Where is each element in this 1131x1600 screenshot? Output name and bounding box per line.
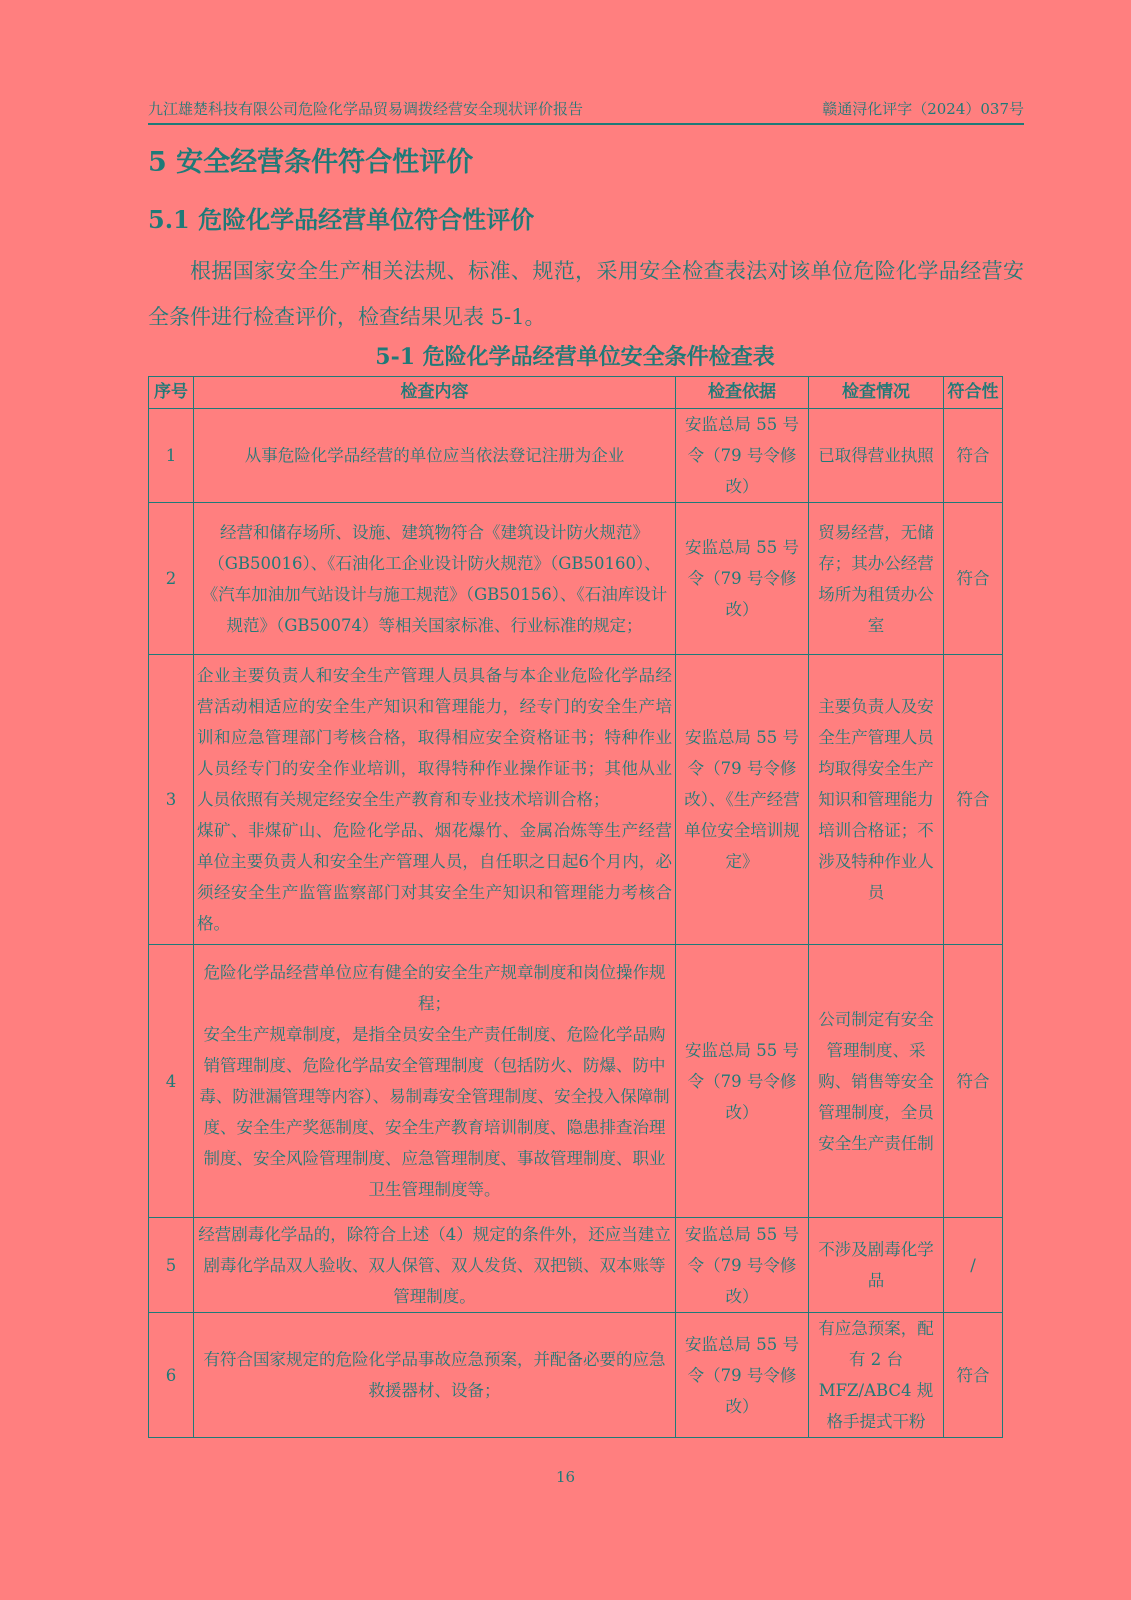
row-no: 3 (149, 655, 194, 945)
intro-paragraph: 根据国家安全生产相关法规、标准、规范，采用安全检查表法对该单位危险化学品经营安全条件进行检查评价，检查结果见表 5-1。 (148, 259, 1024, 329)
row-content-part1: 企业主要负责人和安全生产管理人员具备与本企业危险化学品经营活动相适应的安全生产知识和管理能力，经专门的安全生产培训和应急管理部门考核合格，取得相应安全资格证书；特种作业人员经专门的安全作业培训，取得特种作业操作证书；其他从业人员依照有关规定经安全生产教育和专业技术培训合格； (197, 666, 672, 809)
row-basis: 安监总局 55 号令（79 号令修改） (676, 1313, 809, 1438)
row-content: 经营剧毒化学品的，除符合上述（4）规定的条件外，还应当建立剧毒化学品双人验收、双人保管、双人发货、双把锁、双本账等管理制度。 (194, 1218, 676, 1313)
row-status: 主要负责人及安全生产管理人员均取得安全生产知识和管理能力培训合格证；不涉及特种作业人员 (809, 655, 944, 945)
row-no: 5 (149, 1218, 194, 1313)
row-status: 不涉及剧毒化学品 (809, 1218, 944, 1313)
running-header (148, 98, 1024, 119)
table-row (149, 409, 1003, 503)
row-no: 1 (149, 409, 194, 503)
table-row (149, 1218, 1003, 1313)
inspection-table (148, 376, 1003, 1438)
row-content (194, 655, 676, 945)
header-status: 检查情况 (809, 377, 944, 409)
row-content-part2: 安全生产规章制度，是指全员安全生产责任制度、危险化学品购销管理制度、危险化学品安全管理制度（包括防火、防爆、防中毒、防泄漏管理等内容）、易制毒安全管理制度、安全投入保障制度、安全生产奖惩制度、安全生产教育培训制度、隐患排查治理制度、安全风险管理制度、应急管理制度、事故管理制度、职业卫生管理制度等。 (199, 1025, 670, 1199)
row-content: 有符合国家规定的危险化学品事故应急预案，并配备必要的应急救援器材、设备； (194, 1313, 676, 1438)
row-basis: 安监总局 55 号令（79 号令修改） (676, 503, 809, 655)
row-result: 符合 (944, 1313, 1003, 1438)
header-report-title: 九江雄楚科技有限公司危险化学品贸易调拨经营安全现状评价报告 (148, 100, 584, 118)
header-result: 符合性 (944, 377, 1003, 409)
header-basis: 检查依据 (676, 377, 809, 409)
subsection-title: 5.1 危险化学品经营单位符合性评价 (148, 205, 535, 234)
header-no: 序号 (149, 377, 194, 409)
header-content: 检查内容 (194, 377, 676, 409)
page-number: 16 (555, 1468, 576, 1486)
section-title: 5 安全经营条件符合性评价 (148, 147, 474, 178)
row-status: 有应急预案，配有 2 台 MFZ/ABC4 规格手提式干粉 (809, 1313, 944, 1438)
row-status: 贸易经营，无储存；其办公经营场所为租赁办公室 (809, 503, 944, 655)
row-no: 4 (149, 945, 194, 1218)
row-status: 公司制定有安全管理制度、采购、销售等安全管理制度，全员安全生产责任制 (809, 945, 944, 1218)
row-no: 6 (149, 1313, 194, 1438)
table-header-row (149, 377, 1003, 409)
row-basis: 安监总局 55 号令（79 号令修改） (676, 1218, 809, 1313)
row-result: 符合 (944, 945, 1003, 1218)
row-result: 符合 (944, 655, 1003, 945)
row-basis: 安监总局 55 号令（79 号令修改） (676, 409, 809, 503)
row-content: 从事危险化学品经营的单位应当依法登记注册为企业 (194, 409, 676, 503)
row-content-part2: 煤矿、非煤矿山、危险化学品、烟花爆竹、金属冶炼等生产经营单位主要负责人和安全生产管理人员，自任职之日起6个月内，必须经安全生产监管监察部门对其安全生产知识和管理能力考核合格。 (197, 821, 672, 933)
row-content (194, 945, 676, 1218)
row-result: / (944, 1218, 1003, 1313)
table-row (149, 655, 1003, 945)
row-content-part1: 危险化学品经营单位应有健全的安全生产规章制度和岗位操作规程； (203, 963, 666, 1013)
row-basis: 安监总局 55 号令（79 号令修改）、《生产经营单位安全培训规定》 (676, 655, 809, 945)
header-divider (148, 123, 1024, 125)
row-content: 经营和储存场所、设施、建筑物符合《建筑设计防火规范》（GB50016）、《石油化工企业设计防火规范》（GB50160）、《汽车加油加气站设计与施工规范》（GB50156）、《石油库设计规范》（GB50074）等相关国家标准、行业标准的规定； (194, 503, 676, 655)
row-result: 符合 (944, 409, 1003, 503)
row-status: 已取得营业执照 (809, 409, 944, 503)
row-no: 2 (149, 503, 194, 655)
table-row (149, 503, 1003, 655)
table-row (149, 945, 1003, 1218)
table-row (149, 1313, 1003, 1438)
table-caption: 5-1 危险化学品经营单位安全条件检查表 (375, 344, 775, 370)
row-result: 符合 (944, 503, 1003, 655)
header-report-number: 赣通浔化评字（2024）037号 (822, 100, 1024, 118)
row-basis: 安监总局 55 号令（79 号令修改） (676, 945, 809, 1218)
